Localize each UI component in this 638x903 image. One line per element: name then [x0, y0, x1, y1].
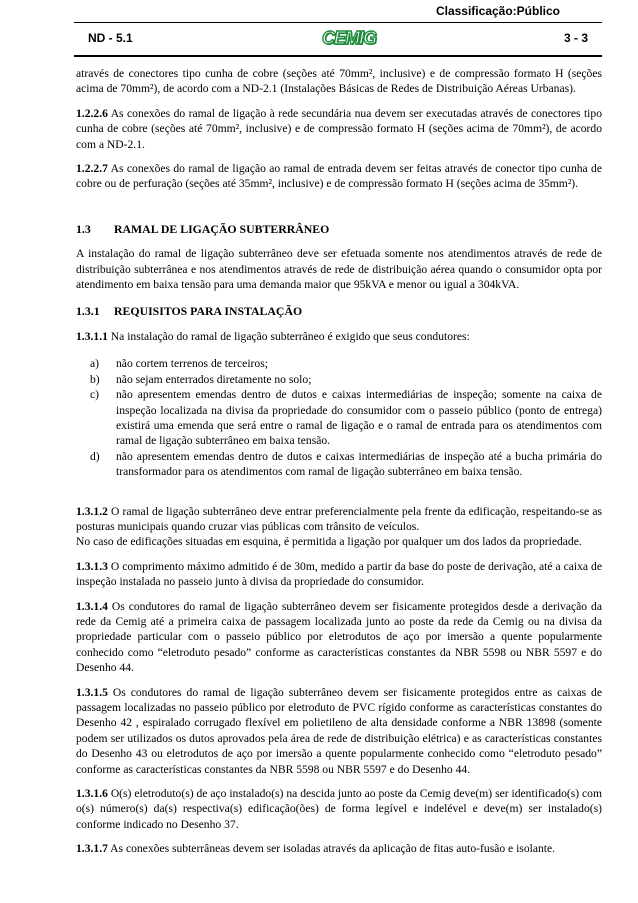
section-heading-1-3-1	[76, 304, 602, 319]
paragraph-text: Os condutores do ramal de ligação subterrâneo devem ser fisicamente protegidos desde a derivação da rede da Cemig até a primeira caixa de passagem localizada junto ao poste da rede da Cemig ou na divisa da propriedade particular com o passeio público por eletrodutos de aço por imersão a quente popularmente conhecido como “eletroduto pesado” conforme as características constantes da NBR 5598 ou NBR 5597 e do Desenho 44.	[76, 599, 602, 675]
section-number: 1.3.1.7	[76, 842, 108, 856]
section-number: 1.3.1.5	[76, 685, 108, 699]
list-item-text: não sejam enterrados diretamente no solo;	[116, 372, 312, 386]
section-title: REQUISITOS PARA INSTALAÇÃO	[114, 304, 303, 319]
list-item-label: b)	[90, 372, 100, 386]
paragraph-1-3-1-3	[76, 559, 602, 590]
list-item-label: c)	[90, 388, 100, 402]
cemig-logo: CEMIG	[322, 28, 377, 48]
list-item	[90, 372, 602, 387]
section-number: 1.3	[76, 221, 91, 236]
section-number: 1.2.2.7	[76, 162, 108, 176]
list-item	[90, 387, 602, 449]
paragraph-1-2-2-7	[76, 161, 602, 192]
paragraph-continued: através de conectores tipo cunha de cobre (seções até 70mm², inclusive) e de compressão formato H (seções acima de 70mm²), de acordo com a ND-2.1 (Instalações Básicas de Redes de Distribuição Aéreas Urbanas).	[76, 67, 602, 96]
paragraph-text: As conexões subterrâneas devem ser isoladas através da aplicação de fitas auto-fusão e isolante.	[110, 842, 556, 856]
paragraph-1-3-1-5	[76, 685, 602, 777]
paragraph-1-3-1-2	[76, 504, 602, 535]
paragraph-1-3-1-1	[76, 329, 602, 344]
section-number: 1.3.1	[76, 304, 100, 319]
paragraph-text: O(s) eletroduto(s) de aço instalado(s) na descida junto ao poste da Cemig deve(m) ser identificado(s) com o(s) número(s) da(s) respectiva(s) edificação(ões) de forma legível e indelével e deve(m) ser instalado(s) conforme indicado no Desenho 37.	[76, 787, 602, 831]
paragraph-text: As conexões do ramal de ligação ao ramal de entrada devem ser feitas através de conector tipo cunha de cobre ou de perfuração (seções até 35mm², inclusive) e de compressão formato H (seções acima de 35mm²).	[76, 162, 602, 191]
section-number: 1.3.1.6	[76, 787, 108, 801]
paragraph-1-3: A instalação do ramal de ligação subterrâneo deve ser efetuada somente nos atendimentos através de rede de distribuição subterrânea e nos atendimentos através de rede de distribuição aérea quando o consumidor opta por atendimento em baixa tensão para uma demanda maior que 95kVA e menor ou igual a 304kVA.	[76, 247, 602, 292]
paragraph-1-2-2-6	[76, 106, 602, 152]
list-item-text: não cortem terrenos de terceiros;	[116, 357, 268, 371]
paragraph-text: Os condutores do ramal de ligação subterrâneo devem ser fisicamente protegidos entre as caixas de passagem localizadas no passeio público por eletroduto de PVC rígido conforme as características constantes do Desenho 42 , espiralado corrugado flexível em polietileno de alta densidade conforme a NBR 13898 (somente podem ser utilizados os dutos aprovados pela área de rede de distribuição elétrica) e as características constantes do Desenho 43 ou eletrodutos de aço por imersão a quente popularmente conhecido como “eletroduto pesado” conforme as características constantes da NBR 5598 ou NBR 5597 e do Desenho 44.	[76, 685, 603, 776]
paragraph-text: As conexões do ramal de ligação à rede secundária nua devem ser executadas através de conectores tipo cunha de cobre (seções até 70mm², inclusive) e de compressão formato H (seções acima de 70mm²), de acordo com a ND-2.1.	[76, 106, 602, 151]
list-item	[90, 356, 602, 371]
doc-code: ND - 5.1	[88, 31, 133, 45]
section-title: RAMAL DE LIGAÇÃO SUBTERRÂNEO	[114, 221, 330, 236]
section-number: 1.3.1.3	[76, 559, 108, 573]
section-number: 1.3.1.1	[76, 329, 108, 343]
list-item	[90, 449, 602, 480]
paragraph-1-3-1-2-continued: No caso de edificações situadas em esquina, é permitida a ligação por qualquer um dos lados da propriedade.	[76, 535, 582, 549]
page-header	[74, 22, 602, 57]
section-number: 1.2.2.6	[76, 106, 108, 120]
list-item-label: a)	[90, 357, 100, 371]
classification-label: Classificação:Público	[435, 4, 560, 18]
list-item-label: d)	[90, 449, 100, 463]
paragraph-1-3-1-7	[76, 841, 602, 856]
document-body	[76, 66, 602, 857]
list-item-text: não apresentem emendas dentro de dutos e caixas intermediárias de inspeção; somente na caixa de inspeção localizada na divisa da propriedade do consumidor com o passeio público (ponto de entrega) existirá uma emenda que será entre o ramal de ligação e o ramal de entrada para os atendimentos com ramal de ligação subterrâneo em baixa tensão.	[116, 388, 602, 448]
paragraph-text: O ramal de ligação subterrâneo deve entrar preferencialmente pela frente da edificação, respeitando-se as posturas municipais quando cruzar vias públicas com trânsito de veículos.	[76, 504, 602, 533]
page-number: 3 - 3	[563, 31, 588, 45]
paragraph-1-3-1-6	[76, 786, 602, 832]
paragraph-1-3-1-4	[76, 599, 602, 676]
paragraph-text: Na instalação do ramal de ligação subterrâneo é exigido que seus condutores:	[110, 329, 470, 343]
list-item-text: não apresentem emendas dentro de dutos e caixas intermediárias de inspeção até a bucha primária do transformador para os atendimentos com ramal de ligação subterrâneo em baixa tensão.	[116, 449, 602, 479]
section-number: 1.3.1.2	[76, 504, 108, 518]
section-heading-1-3	[76, 222, 602, 237]
paragraph-text: O comprimento máximo admitido é de 30m, medido a partir da base do poste de derivação, até a caixa de inspeção instalada no passeio junto à divisa da propriedade do consumidor.	[76, 559, 602, 589]
section-number: 1.3.1.4	[76, 599, 108, 613]
requirements-list	[76, 356, 602, 479]
